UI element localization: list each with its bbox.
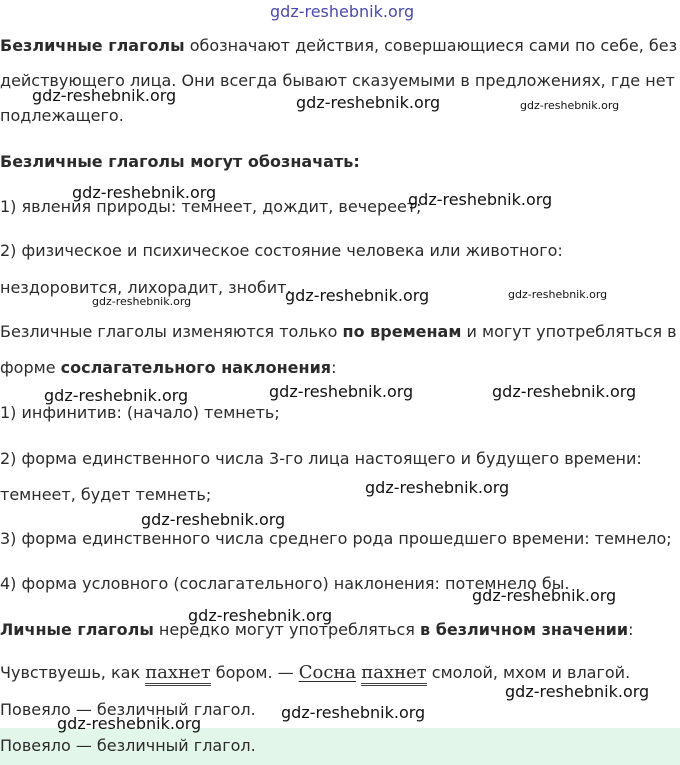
meanings-item-2a: 2) физическое и психическое состояние человека или животного:	[0, 241, 563, 260]
meanings-heading: Безличные глаголы могут обозначать:	[0, 152, 360, 171]
example-predicate-2: пахнет	[361, 662, 427, 686]
intro-term: Безличные глаголы	[0, 36, 185, 55]
watermark: gdz-reshebnik.org	[188, 606, 333, 625]
intro-line-2: действующего лица. Они всегда бывают сказуемыми в предложениях, где нет	[0, 71, 675, 90]
forms-text: Безличные глаголы изменяются только	[0, 322, 343, 341]
example-text: бором. —	[210, 663, 299, 682]
note-line: Повеяло — безличный глагол.	[0, 700, 256, 719]
watermark: gdz-reshebnik.org	[505, 682, 650, 701]
watermark: gdz-reshebnik.org	[44, 386, 189, 405]
personal-colon: :	[628, 620, 634, 639]
watermark: gdz-reshebnik.org	[492, 382, 637, 401]
intro-line-3: подлежащего.	[0, 106, 124, 125]
watermark-top: gdz-reshebnik.org	[270, 2, 415, 21]
forms-item-1: 1) инфинитив: (начало) темнеть;	[0, 403, 280, 422]
forms-bold-mood: сослагательного наклонения	[60, 358, 332, 377]
meanings-item-1: 1) явления природы: темнеет, дождит, вечереет;	[0, 197, 422, 216]
example-text: смолой, мхом и влагой.	[426, 663, 631, 682]
example-sentence	[0, 663, 630, 683]
forms-para-2	[0, 358, 336, 378]
watermark: gdz-reshebnik.org	[508, 288, 608, 301]
forms-item-2a: 2) форма единственного числа 3-го лица настоящего и будущего времени:	[0, 449, 642, 468]
intro-line-1	[0, 36, 677, 56]
example-text: Чувствуешь, как	[0, 663, 146, 682]
personal-mid: нередко могут употребляться	[153, 620, 420, 639]
watermark: gdz-reshebnik.org	[285, 286, 430, 305]
example-predicate-1: пахнет	[145, 662, 211, 686]
personal-term: Личные глаголы	[0, 620, 154, 639]
forms-item-3: 3) форма единственного числа среднего рода прошедшего времени: темнело;	[0, 529, 672, 548]
forms-text: форме	[0, 358, 61, 377]
watermark: gdz-reshebnik.org	[472, 586, 617, 605]
watermark: gdz-reshebnik.org	[72, 183, 217, 202]
meanings-item-2b: нездоровится, лихорадит, знобит.	[0, 278, 292, 297]
forms-bold-times: по временам	[342, 322, 462, 341]
watermark: gdz-reshebnik.org	[57, 714, 202, 733]
watermark: gdz-reshebnik.org	[296, 93, 441, 112]
watermark: gdz-reshebnik.org	[92, 295, 192, 308]
forms-text-end: и могут употребляться в	[461, 322, 677, 341]
example-subject: Сосна	[298, 662, 357, 683]
watermark: gdz-reshebnik.org	[141, 510, 286, 529]
forms-item-2b: темнеет, будет темнеть;	[0, 485, 212, 504]
watermark: gdz-reshebnik.org	[408, 190, 553, 209]
forms-colon: :	[331, 358, 337, 377]
watermark: gdz-reshebnik.org	[520, 99, 620, 112]
personal-bold: в безличном значении	[420, 620, 629, 639]
forms-para-1	[0, 322, 677, 342]
forms-item-4: 4) форма условного (сослагательного) наклонения: потемнело бы.	[0, 574, 570, 593]
watermark: gdz-reshebnik.org	[281, 703, 426, 722]
answer-line: Повеяло — безличный глагол.	[0, 736, 256, 755]
watermark: gdz-reshebnik.org	[365, 478, 510, 497]
watermark: gdz-reshebnik.org	[32, 86, 177, 105]
intro-rest: обозначают действия, совершающиеся сами по себе, без	[184, 36, 678, 55]
watermark: gdz-reshebnik.org	[269, 382, 414, 401]
